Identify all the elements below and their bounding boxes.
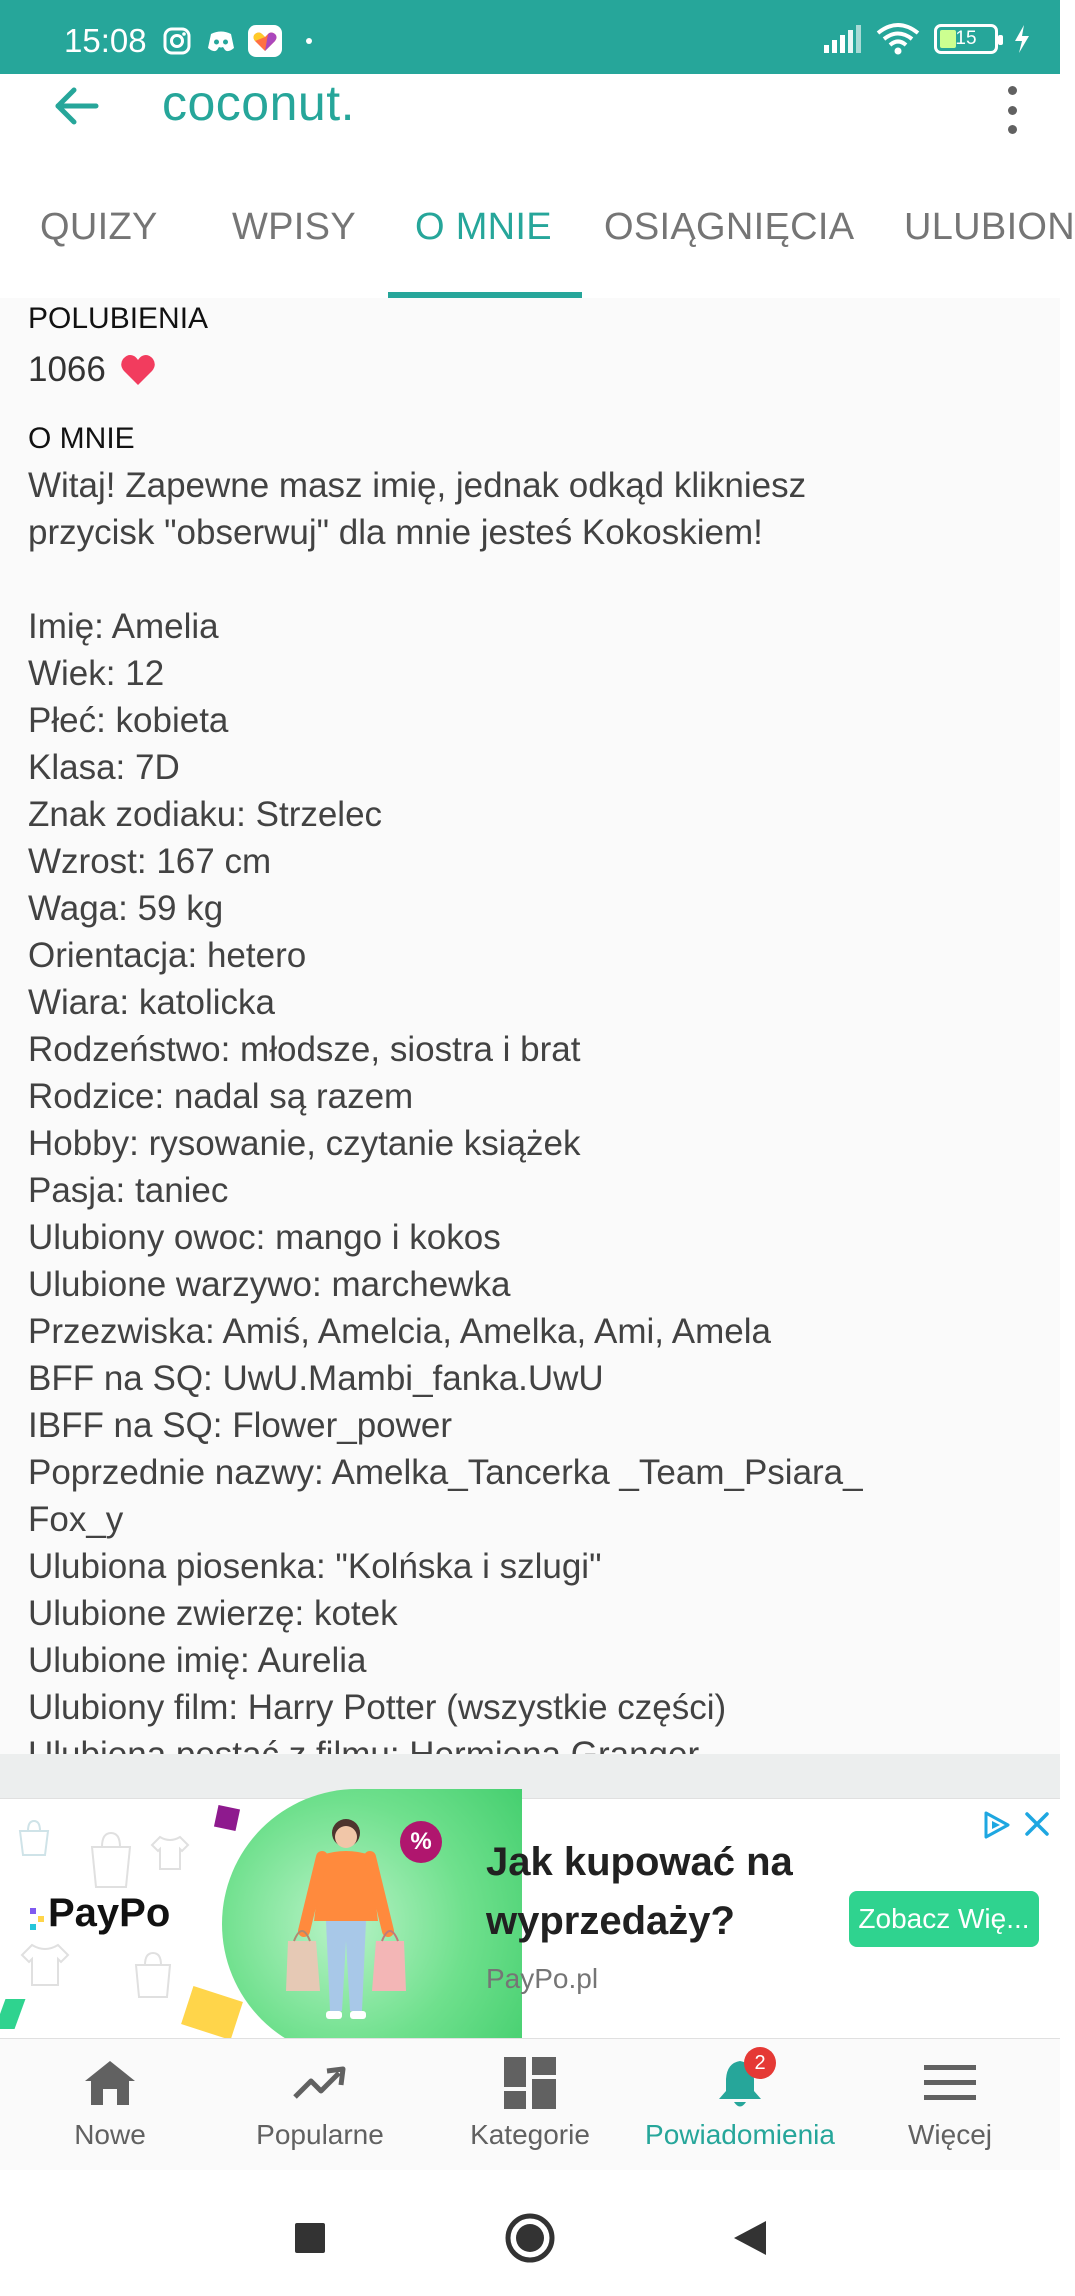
ad-decor-shape <box>181 1986 243 2040</box>
about-line: Znak zodiaku: Strzelec <box>28 795 383 834</box>
shopping-bag-deco-icon <box>130 1949 176 1999</box>
status-bar <box>0 0 1060 74</box>
recents-button[interactable] <box>282 2210 338 2266</box>
tab-ulubione[interactable]: ULUBION <box>904 206 1075 248</box>
likes-count: 1066 <box>28 350 106 389</box>
nav-label: Nowe <box>74 2119 146 2150</box>
paypo-logo <box>30 1891 170 1936</box>
back-button[interactable] <box>48 78 104 134</box>
nav-kategorie[interactable] <box>424 2039 636 2171</box>
about-text <box>28 462 1038 1778</box>
about-line: przycisk "obserwuj" dla mnie jesteś Kokoskiem! <box>28 513 763 552</box>
about-line: BFF na SQ: UwU.Mambi_fanka.UwU <box>28 1359 604 1398</box>
home-button[interactable] <box>502 2210 558 2266</box>
about-line: Orientacja: hetero <box>28 936 307 975</box>
about-line-blank <box>28 556 1038 603</box>
paypo-logo-dots <box>30 1908 44 1930</box>
nav-label: Kategorie <box>470 2119 590 2150</box>
about-line: Płeć: kobieta <box>28 701 229 740</box>
about-line: Rodzeństwo: młodsze, siostra i brat <box>28 1030 581 1069</box>
about-line: Ulubione warzywo: marchewka <box>28 1265 511 1304</box>
battery-fill <box>940 30 956 48</box>
likee-icon <box>250 26 280 56</box>
about-line: Hobby: rysowanie, czytanie książek <box>28 1124 581 1163</box>
nav-powiadomienia[interactable] <box>634 2039 846 2171</box>
signal-icon <box>822 24 862 54</box>
overflow-dot <box>1008 106 1017 115</box>
ad-banner[interactable] <box>0 1798 1060 2038</box>
battery-tip <box>998 35 1003 45</box>
status-time: 15:08 <box>64 22 147 59</box>
instagram-icon <box>162 26 192 56</box>
about-line: Ulubiona piosenka: "Kolńska i szlugi" <box>28 1547 602 1586</box>
ad-domain: PayPo.pl <box>486 1963 599 1994</box>
back-arrow-icon <box>52 86 100 126</box>
tab-wpisy[interactable]: WPISY <box>232 206 356 248</box>
nav-nowe[interactable] <box>4 2039 216 2171</box>
profile-tabs <box>0 178 1075 298</box>
t-shirt-deco-icon <box>150 1833 190 1873</box>
about-line: Witaj! Zapewne masz imię, jednak odkąd klikniesz <box>28 466 807 505</box>
shopping-bag-deco-icon <box>86 1829 136 1889</box>
nav-popularne[interactable] <box>214 2039 426 2171</box>
about-line: Wiara: katolicka <box>28 983 276 1022</box>
trending-icon <box>292 2055 348 2111</box>
circle-home-icon <box>504 2212 556 2264</box>
about-line: Wiek: 12 <box>28 654 165 693</box>
ad-headline[interactable] <box>486 1833 793 1951</box>
shopping-bag-deco-icon <box>14 1817 54 1857</box>
nav-label: Powiadomienia <box>645 2119 835 2150</box>
about-line: Poprzednie nazwy: Amelka_Tancerka _Team_Psiara_ <box>28 1453 863 1492</box>
nav-label: Więcej <box>907 2119 992 2150</box>
notification-badge: 2 <box>744 2047 776 2079</box>
app-bar <box>0 74 1060 178</box>
content-separator <box>0 1754 1060 1798</box>
likes-label: POLUBIENIA <box>28 302 209 335</box>
home-icon <box>82 2055 138 2111</box>
adchoices-icon[interactable] <box>980 1809 1012 1841</box>
about-line: Klasa: 7D <box>28 748 180 787</box>
overflow-menu-button[interactable] <box>994 80 1030 140</box>
about-line: Ulubiony film: Harry Potter (wszystkie części) <box>28 1688 727 1727</box>
t-shirt-deco-icon <box>20 1939 70 1989</box>
tab-o-mnie[interactable]: O MNIE <box>415 206 552 248</box>
about-line: Pasja: taniec <box>28 1171 229 1210</box>
about-line: IBFF na SQ: Flower_power <box>28 1406 453 1445</box>
about-label: O MNIE <box>28 422 135 455</box>
ad-shopper-figure <box>286 1811 406 2031</box>
ad-brand: PayPo <box>48 1891 171 1935</box>
ad-decor-shape <box>0 1999 25 2029</box>
profile-username: coconut. <box>162 75 356 131</box>
ad-image <box>0 1799 464 2039</box>
ad-cta-button[interactable]: Zobacz Wię... <box>849 1891 1039 1947</box>
tab-quizy[interactable]: QUIZY <box>40 206 158 248</box>
heart-icon <box>120 353 156 387</box>
nav-label: Popularne <box>256 2119 384 2150</box>
wifi-icon <box>876 24 920 54</box>
dashboard-icon <box>502 2055 558 2111</box>
about-line: Fox_y <box>28 1500 124 1539</box>
about-line: Ulubiony owoc: mango i kokos <box>28 1218 501 1257</box>
ad-headline-line: wyprzedaży? <box>486 1899 735 1943</box>
about-line: Wzrost: 167 cm <box>28 842 272 881</box>
triangle-back-icon <box>732 2219 768 2257</box>
overflow-dot <box>1008 86 1017 95</box>
battery-level: 15 <box>955 28 977 49</box>
about-line: Ulubione imię: Aurelia <box>28 1641 367 1680</box>
overflow-dot <box>1008 125 1017 134</box>
discord-icon <box>206 26 236 56</box>
tab-osiagniecia[interactable]: OSIĄGNIĘCIA <box>604 206 855 248</box>
about-line: Rodzice: nadal są razem <box>28 1077 414 1116</box>
status-system-icons <box>822 24 1032 54</box>
profile-content[interactable] <box>0 298 1060 1754</box>
bell-icon <box>712 2051 768 2111</box>
about-line: Przezwiska: Amiś, Amelcia, Amelka, Ami, Amela <box>28 1312 772 1351</box>
menu-icon <box>922 2055 978 2111</box>
ad-close-icon[interactable] <box>1022 1809 1052 1839</box>
system-navigation-bar <box>0 2170 1060 2296</box>
status-notification-icons <box>162 26 312 56</box>
charging-icon <box>1012 24 1032 54</box>
about-line: Waga: 59 kg <box>28 889 224 928</box>
ad-headline-line: Jak kupować na <box>486 1840 793 1884</box>
nav-wiecej[interactable] <box>844 2039 1056 2171</box>
square-icon <box>294 2222 326 2254</box>
notification-dot <box>306 38 312 44</box>
ad-decor-square <box>214 1805 240 1831</box>
battery-icon <box>934 24 998 54</box>
bottom-navigation <box>0 2038 1060 2170</box>
likes-row <box>28 350 156 390</box>
about-line: Ulubione zwierzę: kotek <box>28 1594 398 1633</box>
back-nav-button[interactable] <box>722 2210 778 2266</box>
percent-badge: % <box>400 1821 442 1863</box>
about-line: Imię: Amelia <box>28 607 219 646</box>
